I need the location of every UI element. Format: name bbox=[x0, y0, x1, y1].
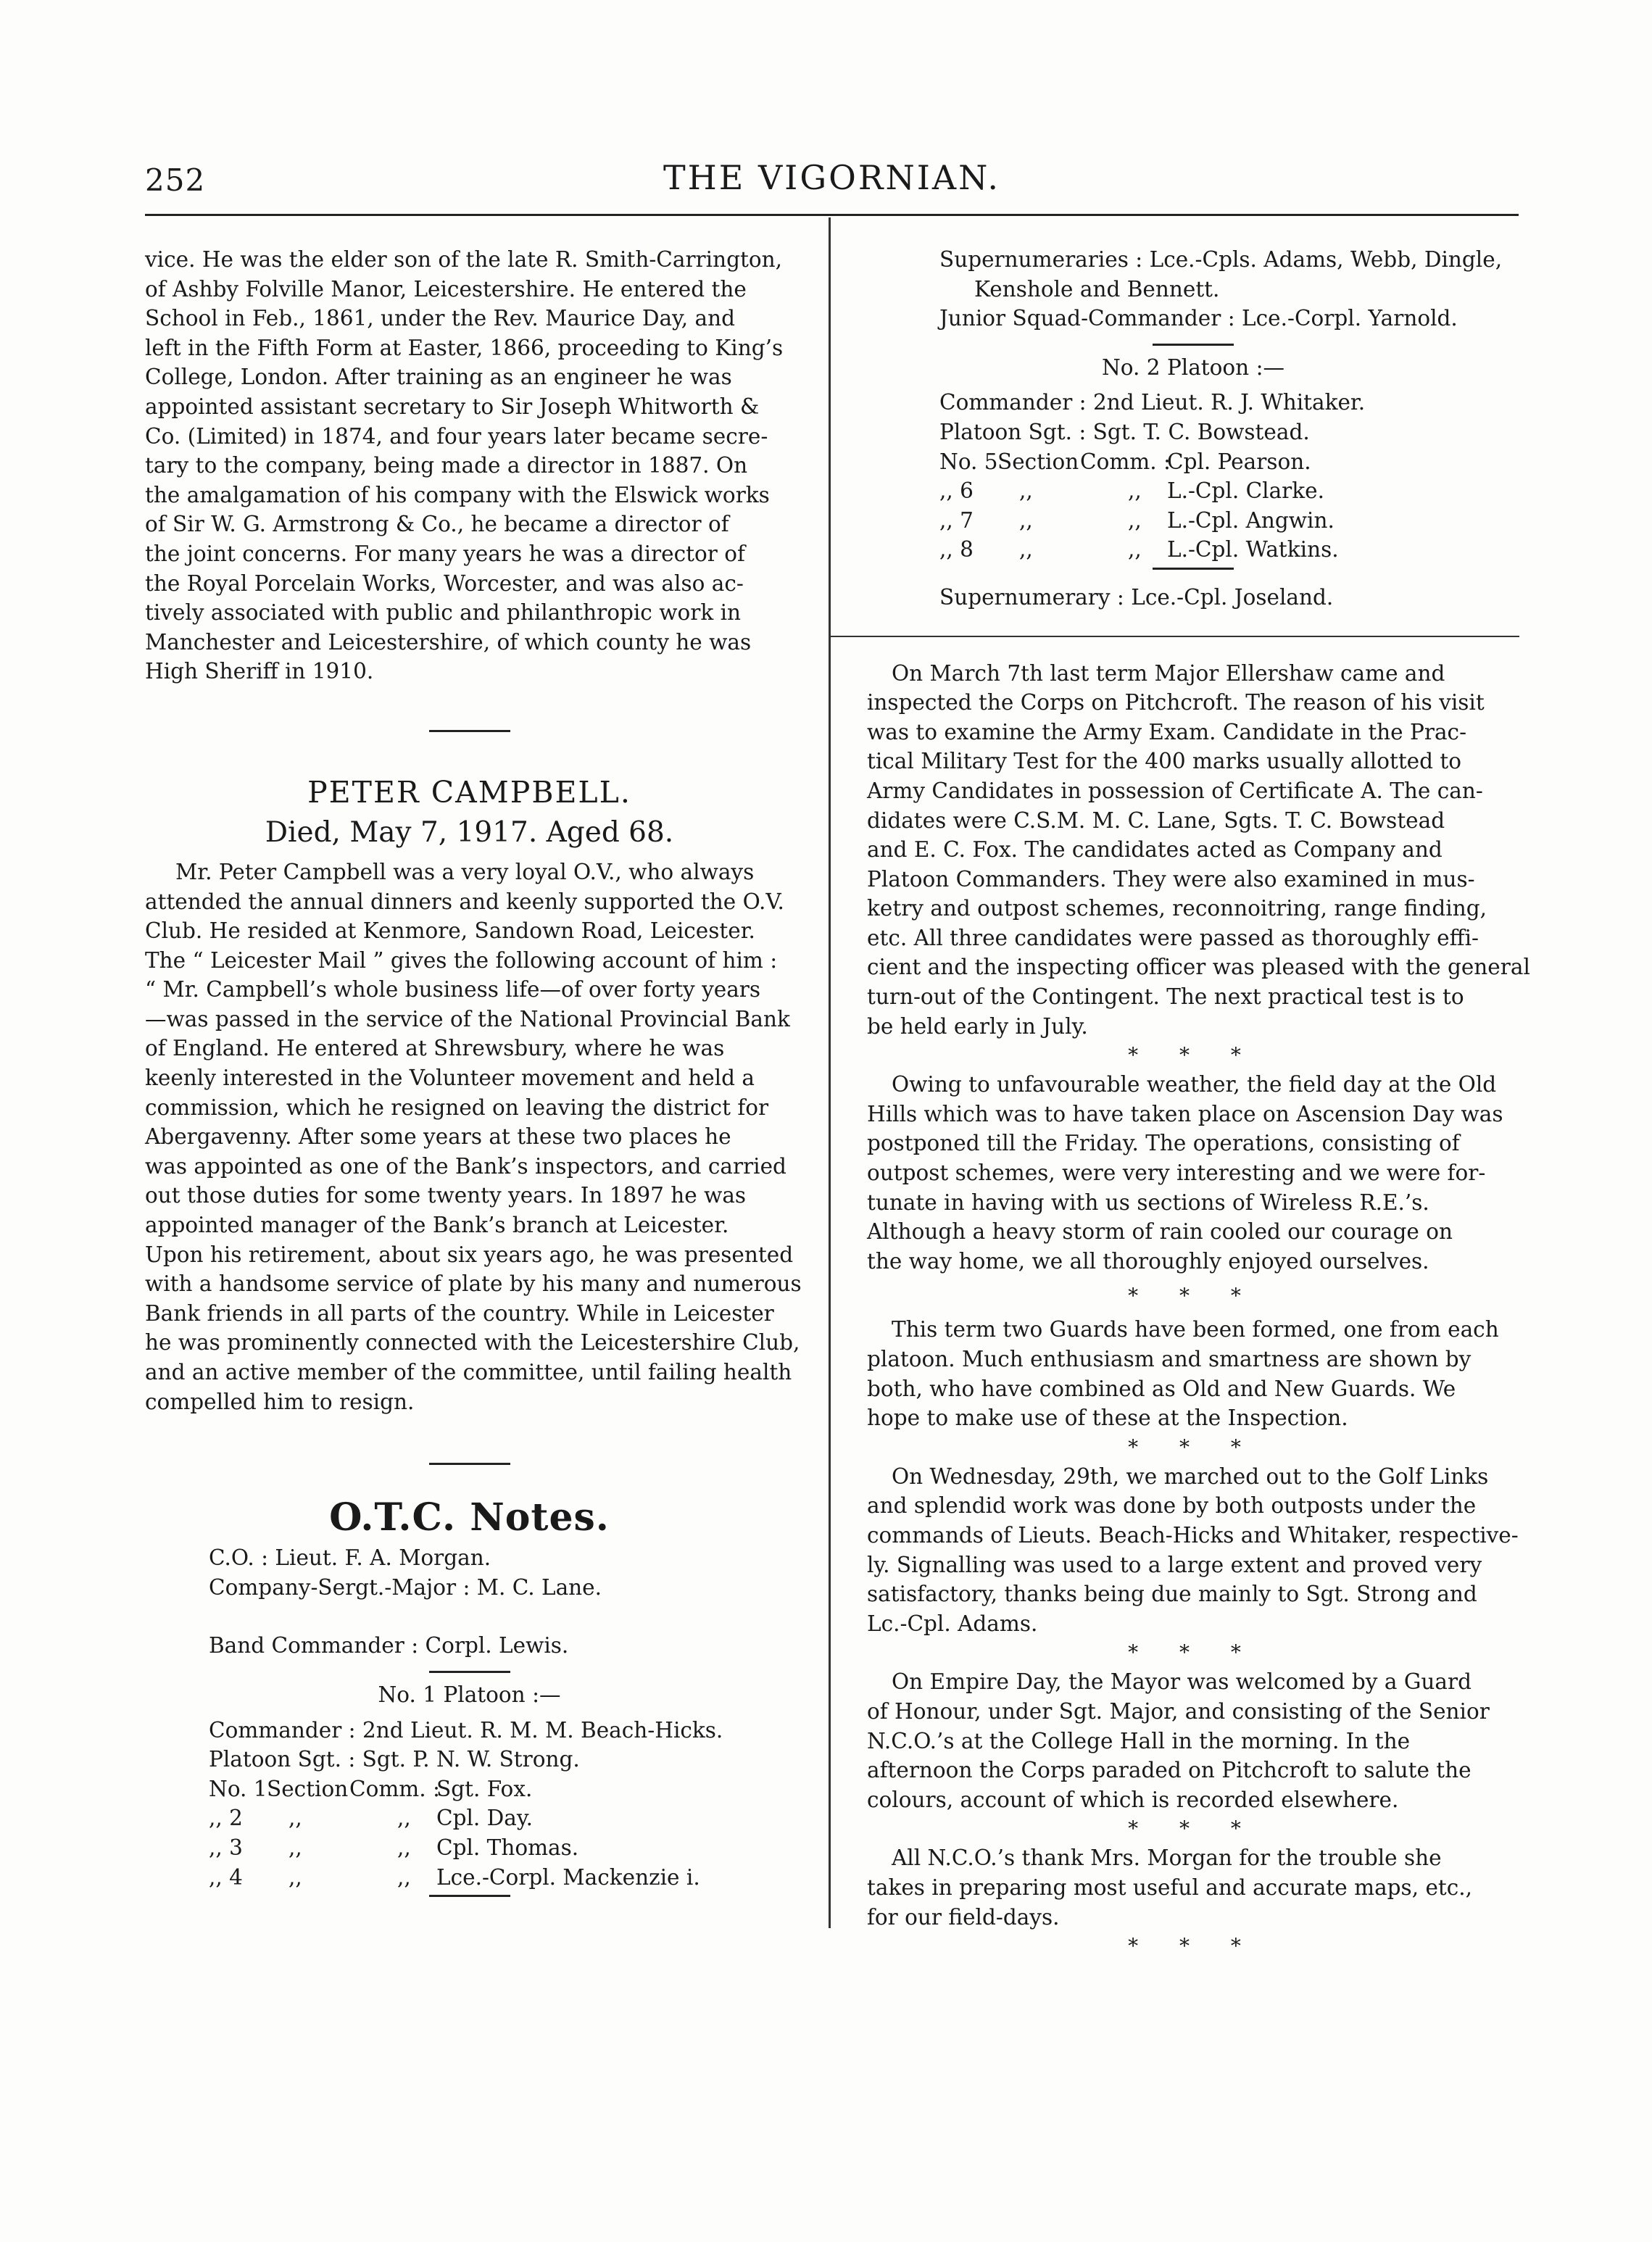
text-line: Co. (Limited) in 1874, and four years later became secre- bbox=[145, 423, 768, 449]
text-line: On Wednesday, 29th, we marched out to the Golf Links bbox=[892, 1463, 1489, 1489]
section-row bbox=[209, 1833, 794, 1863]
text-line: Platoon Commanders. They were also examined in mus- bbox=[867, 866, 1475, 892]
paragraph-field-day bbox=[867, 1070, 1519, 1276]
section-row bbox=[209, 1803, 794, 1833]
text-line: he was prominently connected with the Leicestershire Club, bbox=[145, 1330, 800, 1355]
text-line: appointed manager of the Bank’s branch at Leicester. bbox=[145, 1213, 729, 1238]
separator-stars: * * * bbox=[1128, 1284, 1258, 1308]
text-line: Bank friends in all parts of the country. While in Leicester bbox=[145, 1300, 774, 1326]
text-line: On Empire Day, the Mayor was welcomed by a Guard bbox=[892, 1669, 1472, 1695]
section-col-b: ,, bbox=[1019, 478, 1033, 504]
separator-stars: * * * bbox=[1128, 1435, 1258, 1459]
text-line: platoon. Much enthusiasm and smartness are shown by bbox=[867, 1347, 1472, 1371]
text-line: the joint concerns. For many years he was a director of bbox=[145, 541, 745, 566]
text-line: Abergavenny. After some years at these two places he bbox=[145, 1124, 731, 1150]
section-col-a: No. 5 bbox=[939, 449, 998, 474]
left-column bbox=[145, 245, 802, 1897]
text-line: satisfactory, thanks being due mainly to Sgt. Strong and bbox=[867, 1582, 1477, 1607]
text-line: turn-out of the Contingent. The next practical test is to bbox=[867, 984, 1464, 1010]
section-col-c: ,, bbox=[1128, 478, 1142, 504]
text-line: tunate in having with us sections of Wireless R.E.’s. bbox=[867, 1189, 1429, 1215]
separator-stars: * * * bbox=[1128, 1934, 1258, 1959]
text-line: was appointed as one of the Bank’s inspectors, and carried bbox=[145, 1153, 786, 1179]
text-line: for our field-days. bbox=[867, 1904, 1060, 1930]
text-line: tary to the company, being made a director in 1887. On bbox=[145, 453, 748, 478]
text-line: the Royal Porcelain Works, Worcester, and was also ac- bbox=[145, 570, 744, 596]
text-line: of Ashby Folville Manor, Leicestershire. He entered the bbox=[145, 276, 747, 302]
text-line: inspected the Corps on Pitchcroft. The reason of his visit bbox=[867, 690, 1485, 715]
separator-stars: * * * bbox=[1128, 1817, 1258, 1841]
section-col-c: Comm. : bbox=[349, 1776, 440, 1801]
text-line: cient and the inspecting officer was pleased with the general bbox=[867, 955, 1530, 980]
section-col-a: ,, 6 bbox=[939, 478, 974, 504]
section-row bbox=[939, 506, 1519, 536]
text-line: Manchester and Leicestershire, of which county he was bbox=[145, 629, 752, 655]
section-col-c: ,, bbox=[1128, 507, 1142, 533]
section-col-b: Section bbox=[267, 1776, 349, 1801]
section-col-c: ,, bbox=[1128, 537, 1142, 562]
separator-stars: * * * bbox=[1128, 1640, 1258, 1665]
section-col-b: ,, bbox=[1019, 507, 1033, 533]
obituary-body bbox=[145, 858, 802, 1416]
text-line: College, London. After training as an engineer he was bbox=[145, 365, 732, 390]
section-col-c: ,, bbox=[397, 1835, 411, 1860]
text-line: and E. C. Fox. The candidates acted as Company and bbox=[867, 837, 1443, 863]
section-rule bbox=[831, 613, 1519, 637]
otc-co: C.O. : Lieut. F. A. Morgan. bbox=[209, 1545, 491, 1571]
paragraph-empire-day bbox=[867, 1667, 1519, 1814]
text-line: tical Military Test for the 400 marks usually allotted to bbox=[867, 749, 1462, 774]
text-line: This term two Guards have been formed, one from each bbox=[892, 1317, 1499, 1342]
junior-squad-commander: Junior Squad-Commander : Lce.-Corpl. Yarnold. bbox=[939, 306, 1458, 331]
continuation-paragraph bbox=[145, 245, 794, 686]
right-column bbox=[867, 245, 1530, 1961]
section-col-a: ,, 4 bbox=[209, 1864, 243, 1890]
section-col-c: ,, bbox=[397, 1864, 411, 1890]
otc-band-commander: Band Commander : Corpl. Lewis. bbox=[209, 1633, 569, 1658]
text-line: Lc.-Cpl. Adams. bbox=[867, 1611, 1038, 1636]
section-col-d: L.-Cpl. Angwin. bbox=[1167, 507, 1335, 533]
text-line: tively associated with public and philanthropic work in bbox=[145, 600, 742, 626]
text-line: compelled him to resign. bbox=[145, 1389, 415, 1414]
section-col-a: ,, 3 bbox=[209, 1835, 243, 1860]
section-col-d: L.-Cpl. Clarke. bbox=[1167, 478, 1324, 504]
platoon-1-heading: No. 1 Platoon :— bbox=[378, 1682, 561, 1707]
section-col-d: Sgt. Fox. bbox=[436, 1776, 533, 1801]
obituary-subtitle: Died, May 7, 1917. Aged 68. bbox=[265, 815, 674, 849]
section-row bbox=[209, 1863, 794, 1893]
text-line: Although a heavy storm of rain cooled our courage on bbox=[867, 1219, 1453, 1245]
text-line: appointed assistant secretary to Sir Joseph Whitworth & bbox=[145, 394, 760, 419]
text-line: commission, which he resigned on leaving the district for bbox=[145, 1095, 769, 1120]
text-line: ketry and outpost schemes, reconnoitring, range finding, bbox=[867, 896, 1487, 921]
section-col-a: ,, 7 bbox=[939, 507, 974, 533]
text-line: of Sir W. G. Armstrong & Co., he became a director of bbox=[145, 512, 729, 537]
text-line: High Sheriff in 1910. bbox=[145, 659, 374, 684]
text-line: both, who have combined as Old and New Guards. We bbox=[867, 1376, 1456, 1401]
otc-notes-title: O.T.C. Notes. bbox=[329, 1495, 610, 1540]
section-col-a: ,, 2 bbox=[209, 1806, 243, 1831]
text-line: didates were C.S.M. M. C. Lane, Sgts. T. C. Bowstead bbox=[867, 807, 1445, 833]
platoon-2-commander: Commander : 2nd Lieut. R. J. Whitaker. bbox=[939, 390, 1366, 415]
paragraph-inspection bbox=[867, 659, 1530, 1042]
text-line: Owing to unfavourable weather, the field day at the Old bbox=[892, 1072, 1497, 1097]
text-line: the way home, we all thoroughly enjoyed ourselves. bbox=[867, 1248, 1429, 1274]
platoon-1-commander: Commander : 2nd Lieut. R. M. M. Beach-Hicks. bbox=[209, 1717, 723, 1743]
column-divider bbox=[829, 217, 831, 1928]
section-col-b: Section bbox=[997, 449, 1079, 474]
section-rule bbox=[429, 1895, 510, 1897]
text-line: —was passed in the service of the National Provincial Bank bbox=[145, 1006, 790, 1031]
text-line: N.C.O.’s at the College Hall in the morning. In the bbox=[867, 1728, 1411, 1753]
text-line: School in Feb., 1861, under the Rev. Maurice Day, and bbox=[145, 306, 736, 331]
text-line: etc. All three candidates were passed as thoroughly effi- bbox=[867, 925, 1479, 950]
text-line: ly. Signalling was used to a large extent and proved very bbox=[867, 1552, 1482, 1577]
section-col-c: ,, bbox=[397, 1806, 411, 1831]
text-line: Club. He resided at Kenmore, Sandown Road, Leicester. bbox=[145, 918, 755, 944]
section-col-a: No. 1 bbox=[209, 1776, 267, 1801]
section-col-d: Cpl. Day. bbox=[436, 1806, 534, 1831]
text-line: be held early in July. bbox=[867, 1013, 1088, 1039]
section-row bbox=[939, 535, 1519, 565]
text-line: of Honour, under Sgt. Major, and consisting of the Senior bbox=[867, 1698, 1490, 1724]
section-row bbox=[939, 476, 1519, 506]
text-line: vice. He was the elder son of the late R. Smith-Carrington, bbox=[145, 247, 782, 272]
paragraph-golf-links bbox=[867, 1462, 1519, 1639]
text-line: hope to make use of these at the Inspection. bbox=[867, 1406, 1348, 1431]
text-line: postponed till the Friday. The operations, consisting of bbox=[867, 1131, 1460, 1156]
text-line: the amalgamation of his company with the Elswick works bbox=[145, 482, 770, 507]
section-row bbox=[939, 447, 1519, 477]
text-line: On March 7th last term Major Ellershaw came and bbox=[892, 660, 1445, 686]
section-col-d: L.-Cpl. Watkins. bbox=[1167, 537, 1339, 562]
text-line: and an active member of the committee, until failing health bbox=[145, 1360, 792, 1384]
text-line: keenly interested in the Volunteer movement and held a bbox=[145, 1066, 755, 1091]
text-line: outpost schemes, were very interesting and we were for- bbox=[867, 1161, 1486, 1186]
text-line: out those duties for some twenty years. In 1897 he was bbox=[145, 1183, 747, 1208]
platoon-1-sgt: Platoon Sgt. : Sgt. P. N. W. Strong. bbox=[209, 1747, 580, 1772]
section-col-a: ,, 8 bbox=[939, 537, 974, 562]
running-title: THE VIGORNIAN. bbox=[663, 158, 1001, 197]
section-col-b: ,, bbox=[289, 1835, 302, 1860]
text-line: attended the annual dinners and keenly supported the O.V. bbox=[145, 889, 784, 914]
text-line: Mr. Peter Campbell was a very loyal O.V., who always bbox=[175, 859, 755, 884]
text-line: Army Candidates in possession of Certificate A. The can- bbox=[867, 778, 1483, 803]
text-line: afternoon the Corps paraded on Pitchcroft to salute the bbox=[867, 1758, 1472, 1783]
text-line: and splendid work was done by both outposts under the bbox=[867, 1493, 1477, 1519]
supernumeraries-1-cont: Kenshole and Bennett. bbox=[974, 276, 1220, 302]
text-line: was to examine the Army Exam. Candidate in the Prac- bbox=[867, 719, 1467, 744]
platoon-2-sgt: Platoon Sgt. : Sgt. T. C. Bowstead. bbox=[939, 419, 1310, 444]
paragraph-guards bbox=[867, 1315, 1519, 1432]
section-col-d: Cpl. Thomas. bbox=[436, 1835, 579, 1860]
text-line: Upon his retirement, about six years ago, he was presented bbox=[145, 1242, 794, 1267]
section-col-b: ,, bbox=[1019, 537, 1033, 562]
section-row bbox=[209, 1774, 794, 1804]
section-col-b: ,, bbox=[289, 1806, 302, 1831]
section-col-c: Comm. : bbox=[1080, 449, 1171, 474]
platoon-2-heading: No. 2 Platoon :— bbox=[1101, 354, 1285, 380]
page-header bbox=[145, 158, 1519, 216]
text-line: left in the Fifth Form at Easter, 1866, proceeding to King’s bbox=[145, 335, 784, 360]
text-line: commands of Lieuts. Beach-Hicks and Whitaker, respective- bbox=[867, 1522, 1519, 1548]
text-line: colours, account of which is recorded elsewhere. bbox=[867, 1787, 1399, 1812]
supernumeraries-1: Supernumeraries : Lce.-Cpls. Adams, Webb, Dingle, bbox=[939, 247, 1503, 272]
text-line: with a handsome service of plate by his many and numerous bbox=[145, 1271, 802, 1297]
text-line: The “ Leicester Mail ” gives the following account of him : bbox=[145, 947, 778, 973]
section-col-b: ,, bbox=[289, 1864, 302, 1890]
supernumerary-2: Supernumerary : Lce.-Cpl. Joseland. bbox=[939, 584, 1334, 610]
text-line: “ Mr. Campbell’s whole business life—of over forty years bbox=[145, 977, 761, 1002]
text-line: All N.C.O.’s thank Mrs. Morgan for the trouble she bbox=[892, 1846, 1442, 1871]
text-line: Hills which was to have taken place on Ascension Day was bbox=[867, 1101, 1503, 1126]
text-line: of England. He entered at Shrewsbury, where he was bbox=[145, 1036, 725, 1061]
section-col-d: Lce.-Corpl. Mackenzie i. bbox=[436, 1864, 700, 1890]
separator-stars: * * * bbox=[1128, 1043, 1258, 1068]
obituary-title: PETER CAMPBELL. bbox=[307, 774, 631, 810]
page-number: 252 bbox=[145, 162, 206, 198]
paragraph-thanks bbox=[867, 1843, 1519, 1932]
text-line: takes in preparing most useful and accurate maps, etc., bbox=[867, 1874, 1473, 1900]
section-col-d: Cpl. Pearson. bbox=[1167, 449, 1311, 474]
otc-csm: Company-Sergt.-Major : M. C. Lane. bbox=[209, 1574, 602, 1600]
